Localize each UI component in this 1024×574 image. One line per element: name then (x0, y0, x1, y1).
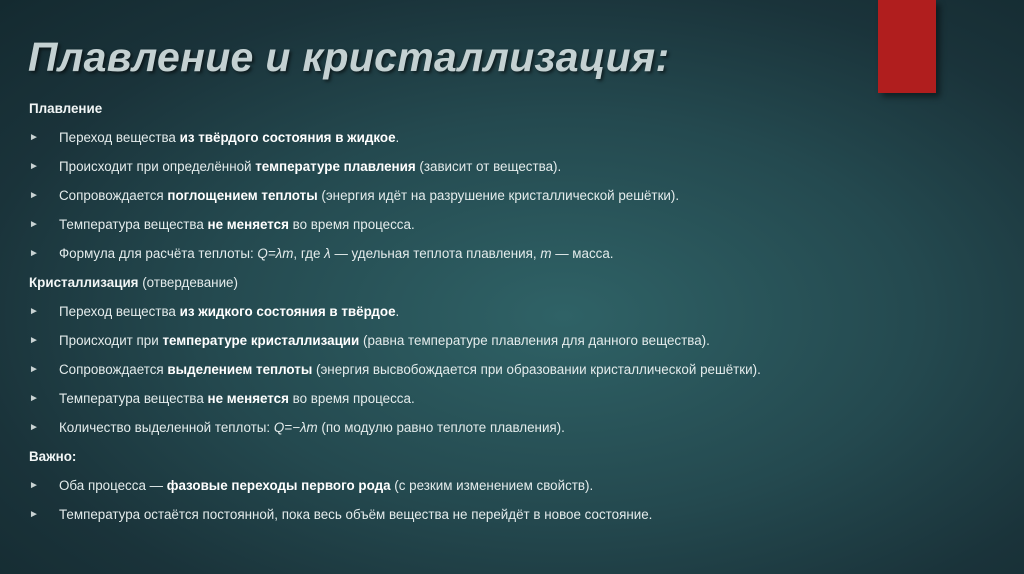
list-item: ► Происходит при определённой температуре плавления (зависит от вещества). (29, 152, 999, 181)
bullet-arrow-icon: ► (29, 393, 39, 404)
bullet-arrow-icon: ► (29, 509, 39, 520)
list-item: ► Оба процесса — фазовые переходы первого рода (с резким изменением свойств). (29, 471, 999, 500)
section-heading-melting: Плавление (29, 101, 103, 116)
formula: Q=λm (257, 246, 294, 261)
formula: Q=−λm (273, 420, 318, 435)
accent-block (878, 0, 936, 93)
bullet-arrow-icon: ► (29, 306, 39, 317)
bullet-arrow-icon: ► (29, 364, 39, 375)
section-heading-crystallization: Кристаллизация (отвердевание) (29, 275, 238, 290)
section-heading-important: Важно: (29, 449, 77, 464)
bullet-arrow-icon: ► (29, 422, 39, 433)
bullet-arrow-icon: ► (29, 248, 39, 259)
bullet-arrow-icon: ► (29, 219, 39, 230)
slide-content (29, 94, 999, 529)
bullet-arrow-icon: ► (29, 480, 39, 491)
list-item: ► Количество выделенной теплоты: Q=−λm (по модулю равно теплоте плавления). (29, 413, 999, 442)
list-item: ► Происходит при температуре кристаллизации (равна температуре плавления для данного вещества). (29, 326, 999, 355)
list-item: ► Переход вещества из жидкого состояния в твёрдое. (29, 297, 999, 326)
bullet-arrow-icon: ► (29, 335, 39, 346)
list-item: ► Температура остаётся постоянной, пока весь объём вещества не перейдёт в новое состояние. (29, 500, 999, 529)
list-item: ► Формула для расчёта теплоты: Q=λm, где λ — удельная теплота плавления, m — масса. (29, 239, 999, 268)
bullet-arrow-icon: ► (29, 132, 39, 143)
list-item: ► Переход вещества из твёрдого состояния в жидкое. (29, 123, 999, 152)
list-item: ► Температура вещества не меняется во время процесса. (29, 384, 999, 413)
bullet-arrow-icon: ► (29, 161, 39, 172)
slide-title: Плавление и кристаллизация: (28, 34, 670, 80)
list-item: ► Температура вещества не меняется во время процесса. (29, 210, 999, 239)
list-item: ► Сопровождается выделением теплоты (энергия высвобождается при образовании кристаллической решётки). (29, 355, 999, 384)
list-item: ► Сопровождается поглощением теплоты (энергия идёт на разрушение кристаллической решётки). (29, 181, 999, 210)
bullet-arrow-icon: ► (29, 190, 39, 201)
